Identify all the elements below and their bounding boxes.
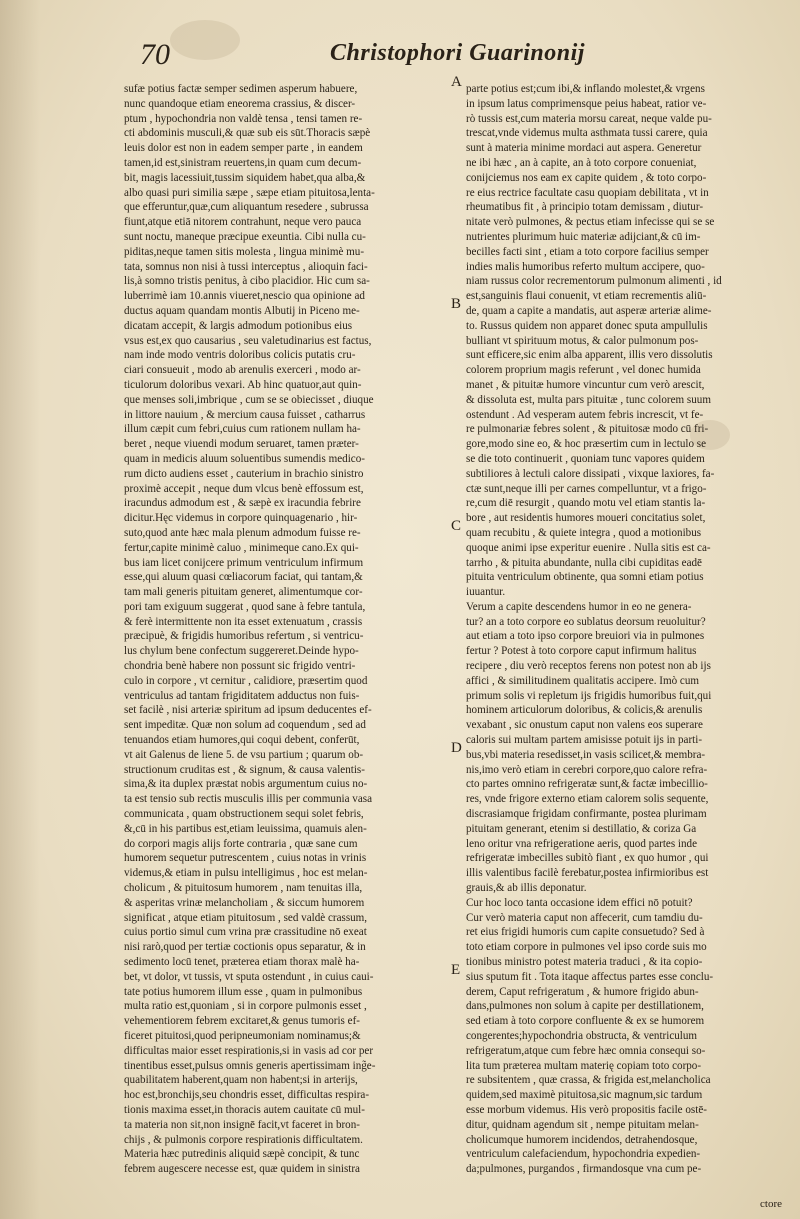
text-line: de, quam a capite a mandatis, aut asperæ arteriæ alime-	[466, 304, 712, 317]
text-line: tata, somnus non nisi à tussi interceptus , alioquin faci-	[124, 260, 368, 273]
text-line: suto,quod ante hæc mala plenum admodum fuisse re-	[124, 526, 361, 539]
text-line: manet , & pituitæ humore vincuntur cum verò arescit,	[466, 378, 705, 391]
text-line: nisi rarò,quod per tertiæ coctionis opus separatur, & in	[124, 941, 366, 954]
text-line: proximè accepit , neque dum vlcus benè effossum est,	[124, 482, 364, 495]
text-line: beret , neque viuendi modum seruaret, tamen præter-	[124, 438, 359, 451]
text-line: pori tam exiguum suggerat , quod sane à febre tantula,	[124, 600, 366, 613]
text-line: bit, magis lacessiuit,tussim siquidem habet,qua alba,&	[124, 171, 366, 184]
text-line: tam mali generis pituitam generet, alimentumque cor-	[124, 586, 363, 599]
text-line: ptum , hypochondria non valdè tensa , tensi tamen re-	[124, 112, 363, 125]
text-line: discrasiamque frigidam confirmante, postea plurimam	[466, 808, 707, 821]
text-line: est,sanguinis flaui conuenit, vt etiam recrementis aliū-	[466, 290, 707, 303]
margin-letter-d: D	[451, 740, 462, 756]
text-line: vsus est,ex quo causarius , seu valetudinarius est factus,	[124, 334, 372, 347]
text-line: tionibus ministro potest materia traduci , & ita copio-	[466, 956, 703, 969]
text-line: luberrimè iam 10.annis viueret,nescio qua opinione ad	[124, 290, 365, 303]
text-line: fertur ? Potest à toto corpore caput infirmum halitus	[466, 645, 697, 658]
text-line: sed etiam à toto corpore confluente & ex se humorem	[466, 1015, 705, 1028]
text-line: quabilitatem haberent,quam non habent;si in arterijs,	[124, 1074, 358, 1087]
text-line: tinentibus esset,pulsus omnis generis apertissimam ing̃e-	[124, 1059, 376, 1072]
text-line: hoc est,bronchijs,seu chondris esset, difficultas respira-	[124, 1089, 370, 1102]
margin-letter-b: B	[451, 296, 462, 312]
margin-letter-a: A	[451, 74, 462, 90]
text-line: re pulmonariæ febres solent , & pituitosæ modo cū fri-	[466, 423, 709, 436]
text-line: rheumatibus fit , à principio totam demissam , diutur-	[466, 201, 704, 214]
text-line: structionum cruditas est , & signum, & causa valentis-	[124, 763, 365, 776]
text-line: & asperitas vrinæ melancholiam , & siccum humorem	[124, 896, 365, 909]
text-line: quam in medicis aluum soluentibus sumendis medico-	[124, 452, 365, 465]
text-line: ditur, quidnam agendum sit , nempe pituitam melan-	[466, 1118, 699, 1131]
text-line: multa ratio est,quoniam , si in corpore pulmonis esset ,	[124, 1000, 367, 1013]
text-line: pituitam generant, etenim si destillatio, & coriza Ga	[466, 822, 697, 835]
text-line: humorem sequetur putrescentem , cuius notas in vrinis	[124, 852, 367, 865]
text-line: significat , atque etiam pituitosum , sed valdè crassum,	[124, 911, 368, 924]
text-line: culo in corpore , vt cernitur , calidiore, præsertim quod	[124, 674, 368, 687]
text-line: niam russus color recrementorum pulmonum alimenti , id	[466, 275, 722, 288]
text-line: ret eius frigidi humoris cum capite consuetudo? Sed à	[466, 926, 705, 939]
text-line: pituita ventriculum obtinente, qua somni etiam potius	[466, 571, 704, 584]
text-line: bus iam licet conijcere primum ventriculum infirmum	[124, 556, 364, 569]
text-line: parte potius est;cum ibi,& inflando molestet,& vrgens	[466, 83, 705, 95]
text-line: quoque animi ipse experitur euenire . Nulla sitis est ca-	[466, 541, 711, 554]
text-line: sima,& ita duplex præstat nobis argumentum cuius no-	[124, 778, 368, 791]
text-line: congerentes;hypochondria obstructa, & ventriculum	[466, 1030, 698, 1042]
text-line: quam recubitu , & quiete integra , quod a motionibus	[466, 526, 702, 539]
text-line: febrem augescere necesse est, quæ quidem in sinistra	[124, 1163, 360, 1176]
text-line: ficeret pituitosi,quod peripneumoniam nominamus;&	[124, 1030, 361, 1042]
text-line: toto etiam corpore in pulmones vel ipso corde suis mo	[466, 941, 707, 954]
text-line: cholicumque humorem incidendos, detrahendosque,	[466, 1133, 698, 1146]
text-line: illum cæpit cum febri,cuius cum rationem nullam ha-	[124, 423, 361, 436]
text-line: bore , aut residentis humores moueri concitatius solet,	[466, 512, 706, 525]
text-line: becilles facti sint , etiam a toto corpore facilius semper	[466, 245, 709, 258]
text-line: grauis,& ab illis deponatur.	[466, 882, 587, 895]
text-line: sufæ potius factæ semper sedimen asperum habuere,	[124, 83, 358, 95]
text-line: chijs , & pulmonis corpore respirationis difficultatem.	[124, 1133, 363, 1146]
text-line: sent impeditæ. Quæ non solum ad coquendum , sed ad	[124, 719, 366, 732]
page-header	[140, 38, 780, 78]
text-line: dicatam accepit, & largis admodum potionibus eius	[124, 319, 353, 332]
text-line: da;pulmones, purgandos , firmandosque vna cum pe-	[466, 1163, 702, 1176]
catchword: ctore	[760, 1198, 782, 1210]
text-line: nam inde modo ventris doloribus colicis putatis cru-	[124, 349, 356, 362]
text-line: se die toto continuerit , quoniam tunc vapores quidem	[466, 452, 705, 465]
text-line: conijciemus nos eam ex capite quidem , & toto corpo-	[466, 171, 707, 184]
text-line: fertur,capite minimè caluo , minimeque cano.Ex qui-	[124, 541, 359, 554]
text-line: præcipuè, & frigidis humoribus refertum , si ventricu-	[124, 630, 364, 643]
text-line: tur? an a toto corpore eo sublatus deorsum reuoluitur?	[466, 615, 706, 628]
running-head: Christophori Guarinonij	[330, 40, 585, 66]
text-line: & dissoluta est, multa pars pituitæ , tunc colorem suum	[466, 393, 711, 406]
text-line: in ipsum latus comprimensque peius habeat, ratior ve-	[466, 97, 707, 110]
text-line: affici , & similitudinem qualitatis accipere. Imò cum	[466, 674, 700, 687]
text-line: refrigeratæ imbecilles subitò fiant , ex quo humor , qui	[466, 852, 709, 865]
text-line: bus,vbi materia resedisset,in vasis scilicet,& membra-	[466, 748, 706, 761]
text-line: vt ait Galenus de liene 5. de vsu partium ; quarum ob-	[124, 748, 364, 761]
text-line: vexabant , sic onustum caput non valens eos superare	[466, 719, 703, 732]
text-line: quidem,sed maximè pituitosa,sic magnum,sic tardum	[466, 1089, 703, 1102]
text-line: ductus aquam quandam montis Albutij in Piceno me-	[124, 304, 360, 317]
text-line: sunt efficere,sic enim alba apparent, illis vero dissolutis	[466, 349, 713, 362]
text-line: ctæ sunt,neque illi per carnes compelluntur, vt a frigo-	[466, 482, 707, 495]
text-line: re subsitentem , quæ crassa, & frigida est,melancholica	[466, 1074, 711, 1087]
text-line: videmus,& etiam in pulsu intelligimus , hoc est melan-	[124, 867, 368, 880]
margin-letter-c: C	[451, 518, 462, 534]
text-line: iracundus admodum est , & sæpè ex iracundia febrire	[124, 497, 361, 510]
text-line: dans,pulmones non solum à capite per destillationem,	[466, 1000, 704, 1013]
text-line: dicitur.Hęc videmus in corpore quinquagenario , hir-	[124, 512, 358, 525]
text-line: ventriculus ad tantam frigiditatem adductus non fuis-	[124, 689, 360, 702]
text-line: recipere , diu verò receptos ferens non potest non ab ijs	[466, 660, 711, 673]
text-line: sedimento locū tenet, præterea etiam thorax malè ha-	[124, 956, 360, 969]
text-line: rò tussis est,cum materia morsu careat, neque valde pu-	[466, 112, 712, 125]
text-line: ne ibi hæc , an à capite, an à toto corpore conueniat,	[466, 156, 697, 169]
text-line: fiunt,atque etiā nitorem contrahunt, neque vero pauca	[124, 216, 362, 229]
text-line: derem, Caput refrigeratum , & humore frigido abun-	[466, 985, 699, 998]
text-line: re eius rectrice facultate casu quopiam debilitata , vt in	[466, 186, 709, 199]
text-line: Materia hæc putredinis aliquid sæpè concipit, & tunc	[124, 1148, 360, 1161]
text-line: gore,modo sine eo, & hoc præsertim cum in lectulo se	[466, 438, 707, 451]
text-line: communicata , quam obstructionem sequi solet febris,	[124, 808, 364, 821]
text-line: illis valentibus facilè ferebatur,postea infirmioribus est	[466, 867, 709, 880]
text-line: vehementiorem febrem excitaret,& genus tumoris ef-	[124, 1015, 360, 1028]
text-line: subtiliores à lectuli calore dissipati , vixque laxiores, fa-	[466, 467, 715, 480]
text-line: nitate verò pulmones, & pectus etiam infecisse qui se se	[466, 216, 715, 229]
text-line: refrigeratum,atque cum febre hæc omnia consequi so-	[466, 1044, 706, 1057]
text-line: aut etiam a toto ipso corpore breuiori via in pulmones	[466, 630, 705, 643]
right-text-column	[466, 82, 784, 1177]
text-line: re,cum diē resurgit , quando motu vel etiam stantis la-	[466, 497, 706, 510]
text-line: iuuantur.	[466, 586, 506, 599]
text-line: indies malis humoribus referto multum accipere, quo-	[466, 260, 705, 273]
text-line: tenuandos etiam humores,qui coqui debent, conferūt,	[124, 734, 360, 747]
text-line: caloris sui multam partem amisisse potuit ijs in parti-	[466, 734, 703, 747]
text-line: tate potius humorem illum esse , quam in pulmonibus	[124, 985, 363, 998]
text-line: sunt noctu, maneque præcipue exeuntia. Cibi nulla cu-	[124, 230, 366, 243]
text-line: nunc quandoque etiam eneorema crassius, & discer-	[124, 97, 356, 110]
text-line: ventriculum calefaciendum, hypochondria expedien-	[466, 1148, 701, 1161]
text-line: & ferè intermittente non ita esset extenuatum , crassis	[124, 615, 363, 628]
text-line: leuis dolor est non in eadem semper parte , in eandem	[124, 142, 363, 155]
text-line: bulliant vt spirituum motus, & calor pulmonum pos-	[466, 334, 699, 347]
page-gutter-shadow	[0, 0, 40, 1219]
text-line: leno oritur vna refrigeratione aeris, quod partes inde	[466, 837, 698, 850]
text-line: cuius portio simul cum vrina præ crassitudine nō exeat	[124, 926, 367, 939]
text-line: ostendunt . Ad vesperam autem febris increscit, vt fe-	[466, 408, 704, 421]
text-line: in littore nauium , & mercium causa fuisset , catharrus	[124, 408, 366, 421]
text-line: ta materia non sit,non insignē facit,vt faceret in bron-	[124, 1118, 360, 1131]
margin-letter-e: E	[451, 962, 461, 978]
text-line: colorem proprium magis referunt , vel donec humida	[466, 364, 701, 377]
text-line: sunt à materia minime mordaci aut aspera. Generetur	[466, 142, 702, 155]
text-line: to. Russus quidem non apparet donec sputa ampullulis	[466, 319, 708, 332]
text-line: Cur hoc loco tanta occasione idem effici nō potuit?	[466, 896, 693, 909]
text-line: &,cū in his partibus est,etiam leuissima, quamuis alen-	[124, 822, 367, 835]
text-line: hominem articulorum doloribus, & colicis,& arenulis	[466, 704, 703, 717]
text-line: ticulorum doloribus vexari. Ab hinc quatuor,aut quin-	[124, 378, 362, 391]
text-line: do corpori magis alijs forte contraria , quæ sane cum	[124, 837, 358, 850]
text-line: sius sputum fit . Tota itaque affectus partes esse conclu-	[466, 970, 714, 983]
text-line: bet, vt dolor, vt tussis, vt sputa ostendunt , in cuius caui-	[124, 970, 374, 983]
page-number: 70	[140, 38, 170, 71]
left-text-column	[124, 82, 440, 1177]
text-line: cto partes omnino refrigeratæ sunt,& factæ imbecillio-	[466, 778, 708, 791]
text-line: esse,qui aluum quasi cœliacorum faciat, qui tantam,&	[124, 571, 363, 584]
text-line: lita tum præterea multam materię copiam toto corpo-	[466, 1059, 702, 1072]
text-line: nis,imo verò etiam in cerebri corpore,quo calore refra-	[466, 763, 708, 776]
text-line: tarrho , & pituita abundante, nulla cibi cupiditas eadē	[466, 556, 702, 569]
text-line: tamen,id est,sinistram reuertens,in quam cum decum-	[124, 156, 362, 169]
text-line: set facilè , nisi arteriæ spiritum ad ipsum deducentes ef-	[124, 704, 372, 717]
text-line: difficultas maior esset respirationis,si in vasis ad cor per	[124, 1044, 374, 1057]
text-line: esse morbum videmus. His verò propositis facile ostē-	[466, 1103, 707, 1116]
text-line: albo quasi puri similia sæpe , sæpe etiam pituitosa,lenta-	[124, 186, 375, 199]
text-line: cti abdominis musculi,& quæ sub eis sūt.Thoracis sæpè	[124, 127, 371, 140]
text-line: primum solis vi repletum ijs frigidis humoribus fuit,qui	[466, 689, 712, 702]
text-line: chondria benè habere non possunt sic frigido ventri-	[124, 660, 356, 673]
text-line: nutrientes plurimum huic materiæ adijciant,& cū im-	[466, 230, 701, 243]
text-line: lis,à somno tristis penitus, à cibo placidior. Hic cum sa-	[124, 275, 370, 288]
text-line: Verum a capite descendens humor in eo ne genera-	[466, 600, 692, 613]
text-line: que efferuntur,quæ,cum aliquantum resedere , subrussa	[124, 201, 369, 214]
text-line: ciari consueuit , modo ab arenulis exerceri , modo ar-	[124, 364, 361, 377]
text-line: res, vnde frigore externo etiam calorem solis sequente,	[466, 793, 709, 806]
text-line: lus chylum bene confectum suggereret.Deinde hypo-	[124, 645, 359, 658]
text-line: piditas,neque tamen sitis molesta , lingua minimè mu-	[124, 245, 365, 258]
text-line: Cur verò materia caput non affecerit, cum tamdiu du-	[466, 911, 703, 924]
text-line: ta est tensio sub rectis musculis illis per communia vasa	[124, 793, 373, 806]
text-line: cholicum , & pituitosum humorem , nam tenuitas illa,	[124, 882, 363, 895]
text-line: trescat,vnde videmus multa asthmata tussi carere, quia	[466, 127, 708, 140]
text-line: que menses soli,imbrique , cum se se obiecisset , diuque	[124, 393, 374, 406]
text-line: rum dicto audiens esset , cauterium in brachio sinistro	[124, 467, 364, 480]
text-line: tionis maxima esset,in thoracis autem cauitate cū mul-	[124, 1103, 365, 1116]
